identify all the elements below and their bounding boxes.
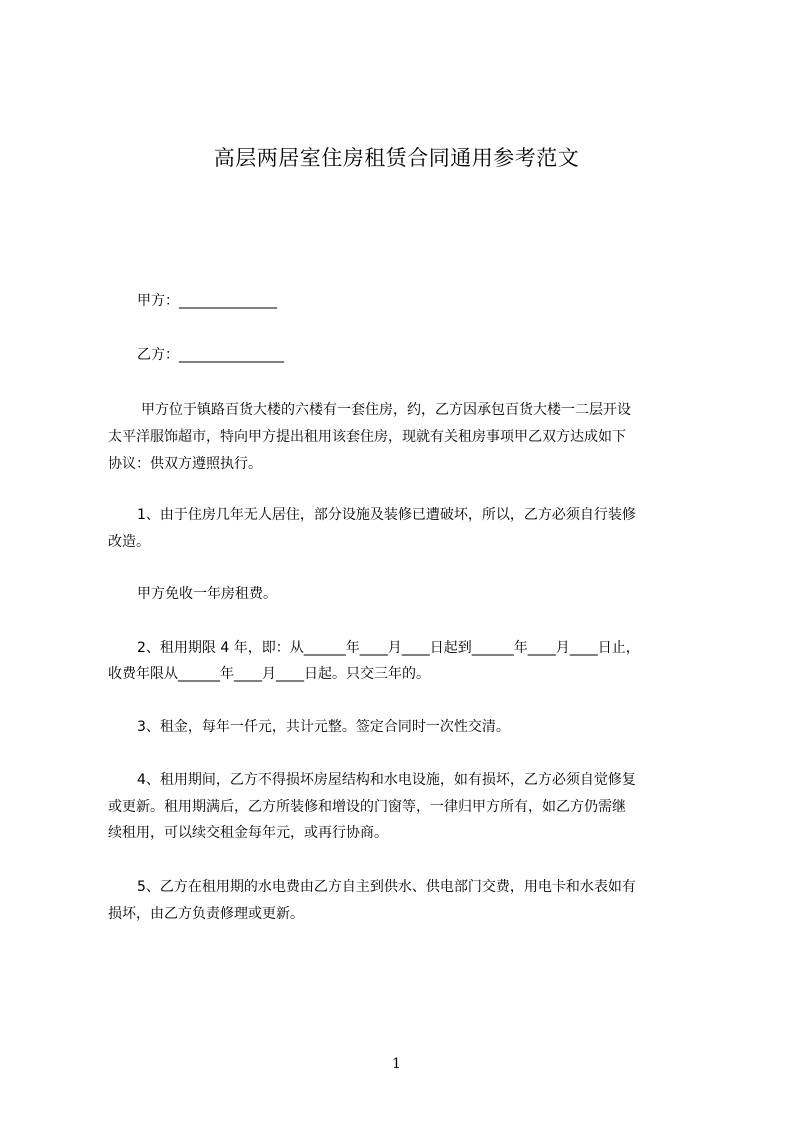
party-b-line: 乙方：_______________	[137, 347, 284, 363]
page-number: 1	[392, 1056, 401, 1072]
clause-1-line-1: 1、由于住房几年无人居住，部分设施及装修已遭破坏，所以，乙方必须自行装修	[137, 507, 636, 523]
clause-2-line-1: 2、租用期限 4 年，即：从______年____月____日起到______年____月____日止，	[137, 640, 640, 656]
intro-line-3: 协议：供双方遵照执行。	[108, 456, 262, 472]
clause-4-line-1: 4、租用期间，乙方不得损坏房屋结构和水电设施，如有损坏，乙方必须自觉修复	[137, 772, 636, 788]
document-title: 高层两居室住房租赁合同通用参考范文	[213, 146, 580, 170]
clause-5-line-1: 5、乙方在租用期的水电费由乙方自主到供水、供电部门交费，用电卡和水表如有	[137, 879, 636, 895]
intro-line-2: 太平洋服饰超市，特向甲方提出租用该套住房，现就有关租房事项甲乙双方达成如下	[108, 429, 626, 445]
clause-3-line: 3、租金，每年一仟元，共计元整。签定合同时一次性交清。	[137, 719, 510, 735]
clause-1-note: 甲方免收一年房租费。	[137, 586, 277, 602]
party-a-line: 甲方：______________	[137, 293, 277, 309]
clause-5-line-2: 损坏，由乙方负责修理或更新。	[108, 906, 304, 922]
clause-2-line-2: 收费年限从______年____月____日起。只交三年的。	[108, 666, 430, 682]
clause-1-line-2: 改造。	[108, 534, 150, 550]
intro-line-1: 甲方位于镇路百货大楼的六楼有一套住房，约，乙方因承包百货大楼一二层开设	[141, 402, 631, 418]
clause-4-line-3: 续租用，可以续交租金每年元，或再行协商。	[108, 825, 388, 841]
clause-4-line-2: 或更新。租用期满后，乙方所装修和增设的门窗等，一律归甲方所有，如乙方仍需继	[108, 799, 626, 815]
